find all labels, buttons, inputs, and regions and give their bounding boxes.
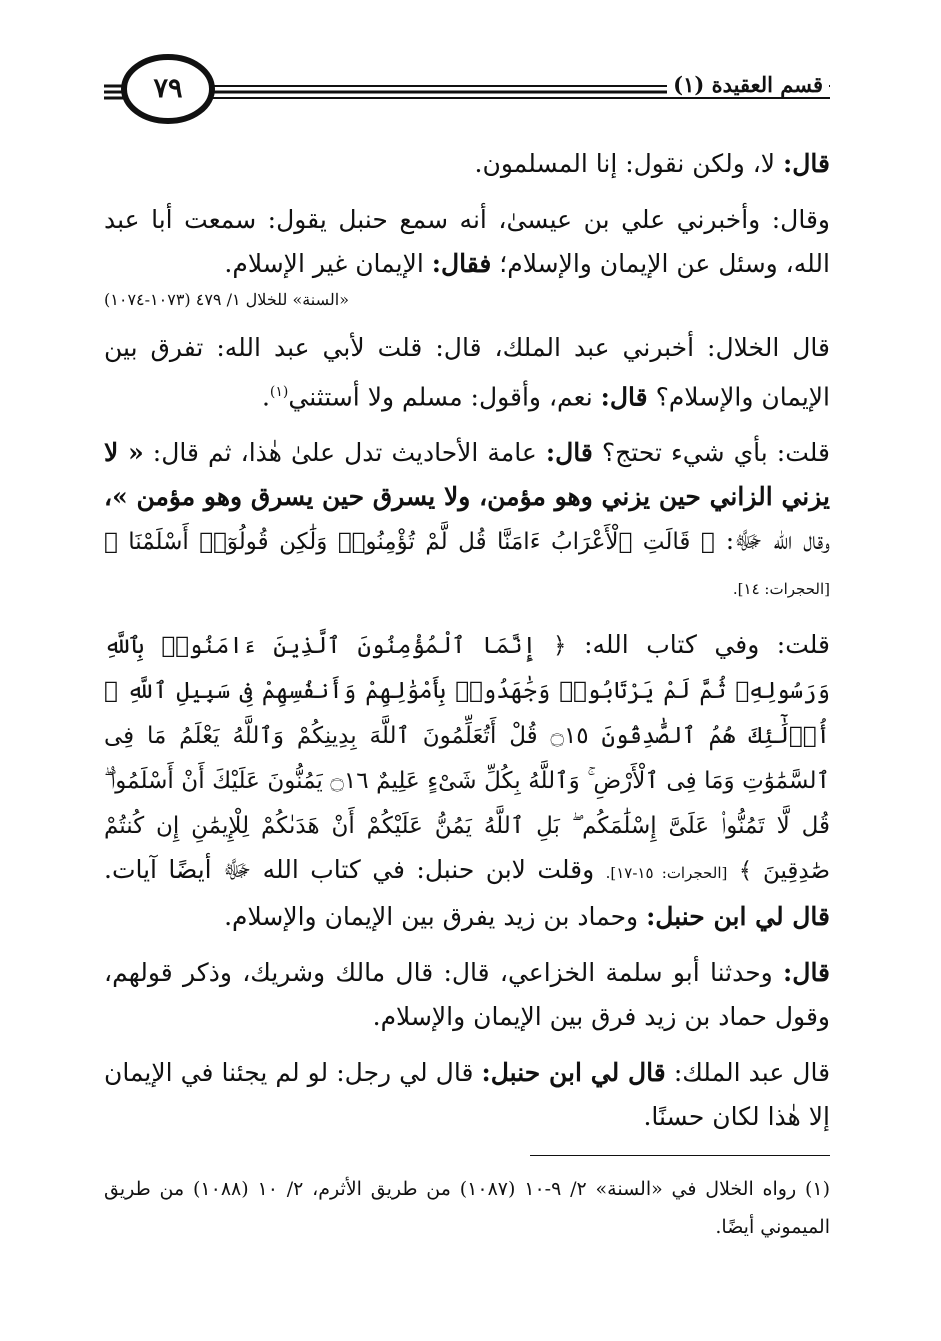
page-header bbox=[0, 0, 941, 140]
footnote-divider bbox=[530, 1155, 830, 1156]
footnotes bbox=[104, 1170, 830, 1246]
paragraph-text: الإيمان غير الإسلام. bbox=[224, 249, 424, 278]
footnote-marker[interactable]: (١) bbox=[269, 384, 289, 400]
paragraph-text: وحدثنا أبو سلمة الخزاعي، قال: قال مالك وشريك، وذكر قولهم، وقول حماد بن زيد فرق بين الإيمان والإسلام. bbox=[104, 958, 830, 1032]
paragraph-1 bbox=[104, 142, 830, 186]
quran-verse: ﴿ إِنَّمَا ٱلْمُؤْمِنُونَ ٱلَّذِينَ ءَامَنُوا۟ بِٱللَّهِ وَرَسُولِهِۦ ثُمَّ لَمْ يَرْتَابُوا۟ وَجَٰهَدُوا۟ بِأَمْوَٰلِهِمْ وَأَنفُسِهِمْ فِى سَبِيلِ ٱللَّهِ ۚ أُو۟لَٰٓئِكَ هُمُ ٱلصَّٰدِقُونَ ۝١٥ قُلْ أَتُعَلِّمُونَ ٱللَّهَ بِدِينِكُمْ وَٱللَّهُ يَعْلَمُ مَا فِى ٱلسَّمَٰوَٰتِ وَمَا فِى ٱلْأَرْضِ ۚ وَٱللَّهُ بِكُلِّ شَىْءٍ عَلِيمٌ ۝١٦ يَمُنُّونَ عَلَيْكَ أَنْ أَسْلَمُوا۟ ۖ قُل لَّا تَمُنُّوا۟ عَلَىَّ إِسْلَٰمَكُم ۖ بَلِ ٱللَّهُ يَمُنُّ عَلَيْكُمْ أَنْ هَدَىٰكُمْ لِلْإِيمَٰنِ إِن كُنتُمْ صَٰدِقِينَ ﴾ bbox=[104, 633, 831, 885]
paragraph-3 bbox=[104, 326, 830, 419]
page-body bbox=[104, 142, 830, 1139]
paragraph-text: وقال: وأخبرني علي بن عيسىٰ، أنه سمع حنبل يقول: سمعت أبا عبد الله، وسئل عن الإيمان والإسلام؛ bbox=[104, 205, 830, 278]
paragraph-7 bbox=[104, 1051, 830, 1139]
speaker-label: قال: bbox=[545, 438, 593, 468]
paragraph-text: . bbox=[261, 382, 270, 412]
quran-verse: ﴿ قَالَتِ ٱلْأَعْرَابُ ءَامَنَّا قُل لَّمْ تُؤْمِنُوا۟ وَلَٰكِن قُولُوٓا۟ أَسْلَمْنَا ﴾ bbox=[104, 529, 715, 556]
speaker-label: قال: bbox=[783, 149, 830, 178]
paragraph-text: وحماد بن زيد يفرق بين الإيمان والإسلام. bbox=[224, 902, 639, 932]
paragraph-text: قال الخلال: أخبرني عبد الملك، قال: قلت لأبي عبد الله: تفرق بين الإيمان والإسلام؟ bbox=[104, 333, 830, 412]
paragraph-text: قلت: وفي كتاب الله: bbox=[584, 630, 830, 660]
hadith-text: « لا يزني الزاني حين يزني وهو مؤمن، ولا يسرق حين يسرق وهو مؤمن »، bbox=[104, 438, 830, 512]
paragraph-text: عامة الأحاديث تدل علىٰ هٰذا، ثم قال: bbox=[152, 438, 537, 468]
paragraph-text: وقال الله ﷻ: bbox=[725, 526, 830, 556]
paragraph-text: لا، ولكن نقول: إنا المسلمون. bbox=[474, 149, 776, 178]
speaker-label: فقال: bbox=[431, 249, 492, 278]
paragraph-6 bbox=[104, 951, 830, 1039]
paragraph-text: وقلت لابن حنبل: في كتاب الله ﷻ أيضًا آيات. bbox=[104, 855, 595, 885]
speaker-label: قال لي ابن حنبل: bbox=[481, 1058, 666, 1088]
speaker-label: قال لي ابن حنبل: bbox=[646, 902, 830, 932]
paragraph-4 bbox=[104, 431, 830, 611]
paragraph-5 bbox=[104, 623, 830, 939]
paragraph-text: قلت: بأي شيء تحتج؟ bbox=[601, 438, 831, 468]
speaker-label: قال: bbox=[600, 382, 648, 412]
paragraph-text: قال عبد الملك: bbox=[673, 1058, 831, 1088]
paragraph-2 bbox=[104, 198, 830, 286]
speaker-label: قال: bbox=[783, 958, 831, 988]
footnote-item: (١) رواه الخلال في «السنة» ٢/ ٩-١٠ (١٠٨٧) من طريق الأثرم، ٢/ ١٠ (١٠٨٨) من طريق الميموني أيضًا. bbox=[104, 1178, 831, 1238]
paragraph-text: نعم، وأقول: مسلم ولا أستثني bbox=[288, 382, 593, 412]
verse-reference: [الحجرات: ١٤]. bbox=[732, 580, 830, 599]
verse-reference: [الحجرات: ١٥-١٧]. bbox=[605, 864, 728, 883]
section-title: قسم العقيدة (١) bbox=[667, 72, 829, 97]
source-citation: «السنة» للخلال ١/ ٤٧٩ (١٠٧٣-١٠٧٤) bbox=[104, 290, 350, 309]
page-number: ٧٩ bbox=[153, 73, 183, 104]
paragraph-text: قال لي رجل: لو لم يجئنا في الإيمان إلا هٰذا لكان حسنًا. bbox=[104, 1058, 830, 1132]
